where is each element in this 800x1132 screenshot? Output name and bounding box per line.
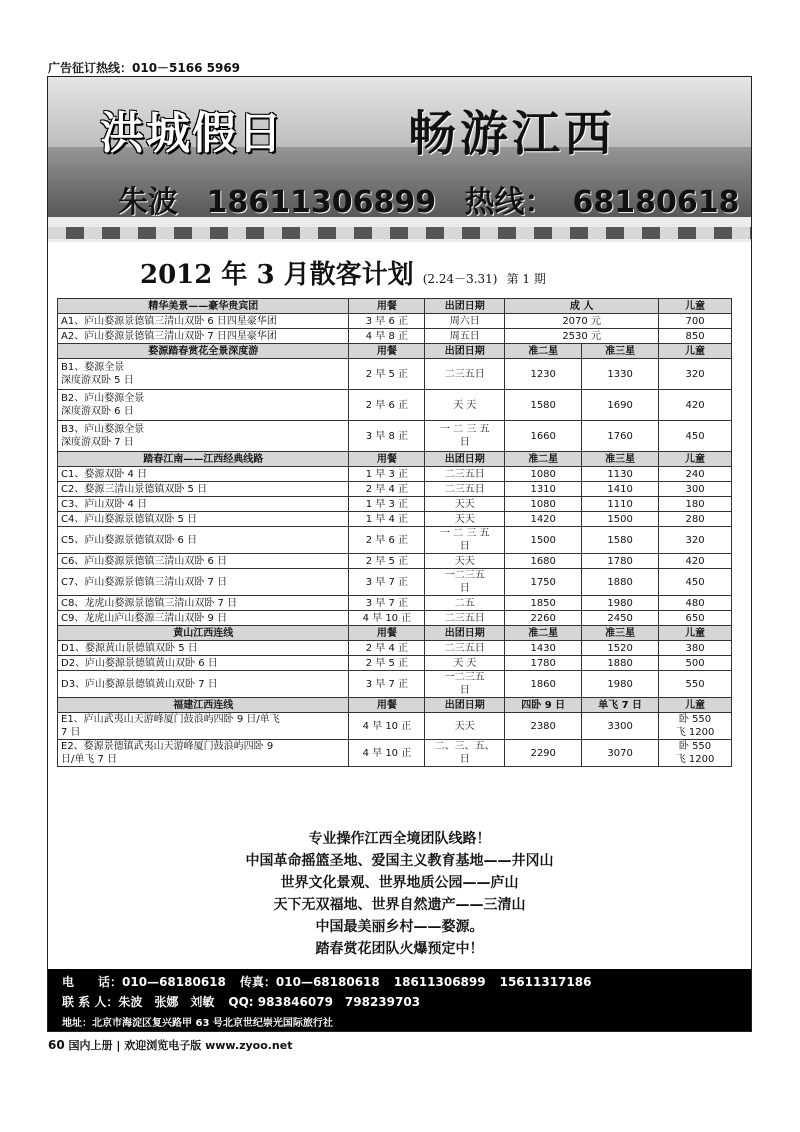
table-cell: 2 早 4 正 (349, 482, 425, 497)
table-cell: 320 (659, 359, 732, 390)
title-main: 2012 年 3 月散客计划 (140, 260, 414, 290)
table-cell: 1520 (582, 641, 659, 656)
banner-contact (118, 177, 751, 221)
section-header-cell: 单飞 7 日 (582, 698, 659, 713)
section-header-cell: 准三星 (582, 626, 659, 641)
table-cell: 4 早 10 正 (349, 740, 425, 767)
slogan-line: 天下无双福地、世界自然遗产——三清山 (273, 897, 526, 913)
table-cell: 2070 元 (505, 314, 659, 329)
table-cell: 380 (659, 641, 732, 656)
section-header-cell: 用餐 (349, 344, 425, 359)
route-name-cell: C8、龙虎山婺源景德镇三清山双卧 7 日 (58, 596, 349, 611)
section-header-cell: 准二星 (505, 452, 582, 467)
table-cell: 天天 (425, 512, 505, 527)
table-cell: 1660 (505, 421, 582, 452)
table-cell: 2450 (582, 611, 659, 626)
table-row (58, 656, 732, 671)
route-name-cell: E2、婺源景德镇武夷山天游峰厦门鼓浪屿四卧 9 日/单飞 7 日 (58, 740, 349, 767)
table-cell: 1080 (505, 467, 582, 482)
table-cell: 500 (659, 656, 732, 671)
table-cell: 1110 (582, 497, 659, 512)
table-cell: 二三五日 (425, 482, 505, 497)
person-names: 朱波 张娜 刘敏 (118, 995, 215, 1009)
table-cell: 1980 (582, 671, 659, 698)
footer-slogan: 欢迎浏览电子版 (124, 1039, 202, 1052)
footer-site-link[interactable]: www.zyoo.net (205, 1039, 293, 1052)
title-issue: 第 1 期 (506, 272, 546, 286)
table-cell: 2 早 6 正 (349, 390, 425, 421)
table-cell: 1130 (582, 467, 659, 482)
banner-contact-phone: 18611306899 (206, 185, 437, 220)
section-header-cell: 准三星 (582, 344, 659, 359)
table-cell: 3300 (582, 713, 659, 740)
table-cell: 1980 (582, 596, 659, 611)
section-header-row (58, 626, 732, 641)
table-cell: 1750 (505, 569, 582, 596)
table-row (58, 596, 732, 611)
title-date-range: (2.24－3.31) (422, 272, 498, 286)
table-row (58, 421, 732, 452)
section-header-cell: 出团日期 (425, 698, 505, 713)
route-name-cell: C2、婺源三清山景德镇双卧 5 日 (58, 482, 349, 497)
route-name-cell: C1、婺源双卧 4 日 (58, 467, 349, 482)
route-name-cell: C6、庐山婺源景德镇三清山双卧 6 日 (58, 554, 349, 569)
table-row (58, 671, 732, 698)
table-cell: 二五 (425, 596, 505, 611)
footer-section: 国内上册 (68, 1039, 113, 1052)
table-cell: 1410 (582, 482, 659, 497)
table-cell: 二三五日 (425, 611, 505, 626)
table-cell: 1850 (505, 596, 582, 611)
tour-plan-table (57, 298, 732, 767)
table-row (58, 740, 732, 767)
section-header-row (58, 698, 732, 713)
banner-contact-name: 朱波 (118, 185, 178, 220)
route-name-cell: C9、龙虎山庐山婺源三清山双卧 9 日 (58, 611, 349, 626)
table-cell: 480 (659, 596, 732, 611)
table-cell: 1860 (505, 671, 582, 698)
table-cell: 650 (659, 611, 732, 626)
table-row (58, 329, 732, 344)
table-cell: 天天 (425, 554, 505, 569)
banner-roofline (48, 227, 751, 239)
slogan-line: 中国最美丽乡村——婺源。 (315, 919, 484, 935)
table-cell: 1 早 3 正 (349, 497, 425, 512)
person-label: 联 系 人： (62, 995, 119, 1009)
section-header-cell: 婺源踏春赏花全景深度游 (58, 344, 349, 359)
promo-slogans (48, 828, 751, 960)
section-header-cell: 成 人 (505, 299, 659, 314)
phone-number: 010—68180618 (122, 975, 226, 989)
section-header-cell: 用餐 (349, 626, 425, 641)
table-cell: 二、三、五、 日 (425, 740, 505, 767)
table-cell: 2 早 5 正 (349, 656, 425, 671)
route-name-cell: C3、庐山双卧 4 日 (58, 497, 349, 512)
route-name-cell: A1、庐山婺源景德镇三清山双卧 6 日四星豪华团 (58, 314, 349, 329)
table-row (58, 482, 732, 497)
table-cell: 1780 (582, 554, 659, 569)
route-name-cell: C4、庐山婺源景德镇双卧 5 日 (58, 512, 349, 527)
table-cell: 180 (659, 497, 732, 512)
table-cell: 1760 (582, 421, 659, 452)
section-header-row (58, 452, 732, 467)
table-cell: 1 早 4 正 (349, 512, 425, 527)
section-header-row (58, 299, 732, 314)
mobile-number-2: 15611317186 (499, 975, 592, 989)
table-cell: 1880 (582, 569, 659, 596)
table-cell: 420 (659, 390, 732, 421)
table-cell: 2 早 6 正 (349, 527, 425, 554)
table-cell: 一 二 三 五 日 (425, 527, 505, 554)
table-row (58, 467, 732, 482)
table-cell: 550 (659, 671, 732, 698)
table-cell: 二三五日 (425, 641, 505, 656)
banner-hotline (465, 185, 751, 220)
route-name-cell: C5、庐山婺源景德镇双卧 6 日 (58, 527, 349, 554)
section-header-cell: 四卧 9 日 (505, 698, 582, 713)
page-footer (48, 1037, 293, 1053)
table-row (58, 641, 732, 656)
table-cell: 1 早 3 正 (349, 467, 425, 482)
table-cell: 周五日 (425, 329, 505, 344)
table-cell: 2 早 5 正 (349, 554, 425, 569)
table-cell: 卧 550 飞 1200 (659, 740, 732, 767)
table-cell: 450 (659, 421, 732, 452)
table-cell: 1780 (505, 656, 582, 671)
route-name-cell: D2、庐山婺源景德镇黄山双卧 6 日 (58, 656, 349, 671)
table-cell: 1080 (505, 497, 582, 512)
banner-hotline-label: 热线： (464, 185, 555, 220)
banner (48, 77, 751, 242)
route-name-cell: A2、庐山婺源景德镇三清山双卧 7 日四星豪华团 (58, 329, 349, 344)
page-number: 60 (48, 1038, 65, 1052)
table-cell: 3 早 7 正 (349, 671, 425, 698)
contact-phone-line (62, 973, 591, 990)
page-title (140, 254, 546, 291)
table-cell: 2290 (505, 740, 582, 767)
fax-label: 传真： (239, 975, 276, 989)
section-header-cell: 用餐 (349, 452, 425, 467)
section-header-cell: 准二星 (505, 344, 582, 359)
table-row (58, 512, 732, 527)
contact-address-line (62, 1014, 333, 1029)
address-text: 北京市海淀区复兴路甲 63 号北京世纪崇光国际旅行社 (92, 1018, 333, 1029)
section-header-cell: 准二星 (505, 626, 582, 641)
table-row (58, 554, 732, 569)
table-row (58, 390, 732, 421)
table-row (58, 569, 732, 596)
table-cell: 3 早 6 正 (349, 314, 425, 329)
table-cell: 2260 (505, 611, 582, 626)
ad-hotline-note: 广告征订热线：010－5166 5969 (48, 61, 241, 75)
slogan-line: 中国革命摇篮圣地、爱国主义教育基地——井冈山 (245, 853, 554, 869)
slogan-line: 世界文化景观、世界地质公园——庐山 (280, 875, 519, 891)
table-cell: 4 早 10 正 (349, 713, 425, 740)
table-cell: 天天 (425, 713, 505, 740)
table-row (58, 359, 732, 390)
table-cell: 1500 (505, 527, 582, 554)
table-cell: 3070 (582, 740, 659, 767)
section-header-cell: 儿童 (659, 299, 732, 314)
footer-separator: | (116, 1039, 121, 1052)
phone-label: 电 话： (62, 975, 123, 989)
brand-name: 洪城假日 (100, 108, 284, 159)
table-cell: 二三五日 (425, 359, 505, 390)
route-name-cell: B3、庐山婺源全景 深度游双卧 7 日 (58, 421, 349, 452)
section-header-cell: 儿童 (659, 452, 732, 467)
table-cell: 700 (659, 314, 732, 329)
table-cell: 3 早 7 正 (349, 569, 425, 596)
table-row (58, 497, 732, 512)
table-cell: 280 (659, 512, 732, 527)
fax-number: 010—68180618 (275, 975, 380, 989)
section-header-cell: 出团日期 (425, 344, 505, 359)
table-cell: 1880 (582, 656, 659, 671)
table-row (58, 611, 732, 626)
section-header-cell: 儿童 (659, 626, 732, 641)
table-cell: 二三五日 (425, 467, 505, 482)
section-header-cell: 福建江西连线 (58, 698, 349, 713)
section-header-cell: 用餐 (349, 299, 425, 314)
route-name-cell: D1、婺源黄山景德镇双卧 5 日 (58, 641, 349, 656)
section-header-cell: 出团日期 (425, 626, 505, 641)
table-row (58, 527, 732, 554)
table-cell: 850 (659, 329, 732, 344)
route-name-cell: D3、庐山婺源景德镇黄山双卧 7 日 (58, 671, 349, 698)
address-label: 地址： (62, 1018, 92, 1029)
section-header-cell: 儿童 (659, 698, 732, 713)
section-header-row (58, 344, 732, 359)
section-header-cell: 出团日期 (425, 452, 505, 467)
table-cell: 一二三五 日 (425, 569, 505, 596)
table-cell: 1500 (582, 512, 659, 527)
route-name-cell: B1、婺源全景 深度游双卧 5 日 (58, 359, 349, 390)
section-header-cell: 儿童 (659, 344, 732, 359)
section-header-cell: 踏春江南——江西经典线路 (58, 452, 349, 467)
table-cell: 1690 (582, 390, 659, 421)
table-cell: 4 早 8 正 (349, 329, 425, 344)
table-cell: 1680 (505, 554, 582, 569)
table-cell: 1230 (505, 359, 582, 390)
table-cell: 3 早 8 正 (349, 421, 425, 452)
mobile-number-1: 18611306899 (393, 975, 486, 989)
table-cell: 3 早 7 正 (349, 596, 425, 611)
table-cell: 300 (659, 482, 732, 497)
qq-label: QQ: (228, 995, 254, 1009)
section-header-cell: 用餐 (349, 698, 425, 713)
table-cell: 2380 (505, 713, 582, 740)
table-cell: 4 早 10 正 (349, 611, 425, 626)
table-cell: 240 (659, 467, 732, 482)
banner-hotline-number: 68180618 (572, 185, 740, 220)
section-header-cell: 出团日期 (425, 299, 505, 314)
table-cell: 一 二 三 五 日 (425, 421, 505, 452)
table-cell: 天 天 (425, 656, 505, 671)
slogan-line: 踏春赏花团队火爆预定中！ (315, 941, 484, 957)
table-cell: 天 天 (425, 390, 505, 421)
table-cell: 1430 (505, 641, 582, 656)
table-cell: 一二三五 日 (425, 671, 505, 698)
table-cell: 420 (659, 554, 732, 569)
table-cell: 卧 550 飞 1200 (659, 713, 732, 740)
table-cell: 2530 元 (505, 329, 659, 344)
route-name-cell: B2、庐山婺源全景 深度游双卧 6 日 (58, 390, 349, 421)
table-cell: 天天 (425, 497, 505, 512)
tour-plan-body (58, 299, 732, 767)
table-cell: 2 早 5 正 (349, 359, 425, 390)
table-cell: 320 (659, 527, 732, 554)
table-cell: 450 (659, 569, 732, 596)
table-cell: 2 早 4 正 (349, 641, 425, 656)
section-header-cell: 精华美景——豪华贵宾团 (58, 299, 349, 314)
table-cell: 1330 (582, 359, 659, 390)
brand-slogan: 畅游江西 (408, 106, 617, 162)
section-header-cell: 黄山江西连线 (58, 626, 349, 641)
table-cell: 1310 (505, 482, 582, 497)
contact-bar (48, 969, 751, 1031)
qq-numbers: 983846079 798239703 (257, 995, 421, 1009)
contact-person-line (62, 993, 420, 1010)
table-cell: 1580 (505, 390, 582, 421)
table-row (58, 314, 732, 329)
route-name-cell: C7、庐山婺源景德镇三清山双卧 7 日 (58, 569, 349, 596)
table-row (58, 713, 732, 740)
table-cell: 1420 (505, 512, 582, 527)
slogan-line: 专业操作江西全境团队线路！ (308, 831, 491, 847)
route-name-cell: E1、庐山武夷山天游峰厦门鼓浪屿四卧 9 日/单飞 7 日 (58, 713, 349, 740)
section-header-cell: 准三星 (582, 452, 659, 467)
table-cell: 周六日 (425, 314, 505, 329)
table-cell: 1580 (582, 527, 659, 554)
